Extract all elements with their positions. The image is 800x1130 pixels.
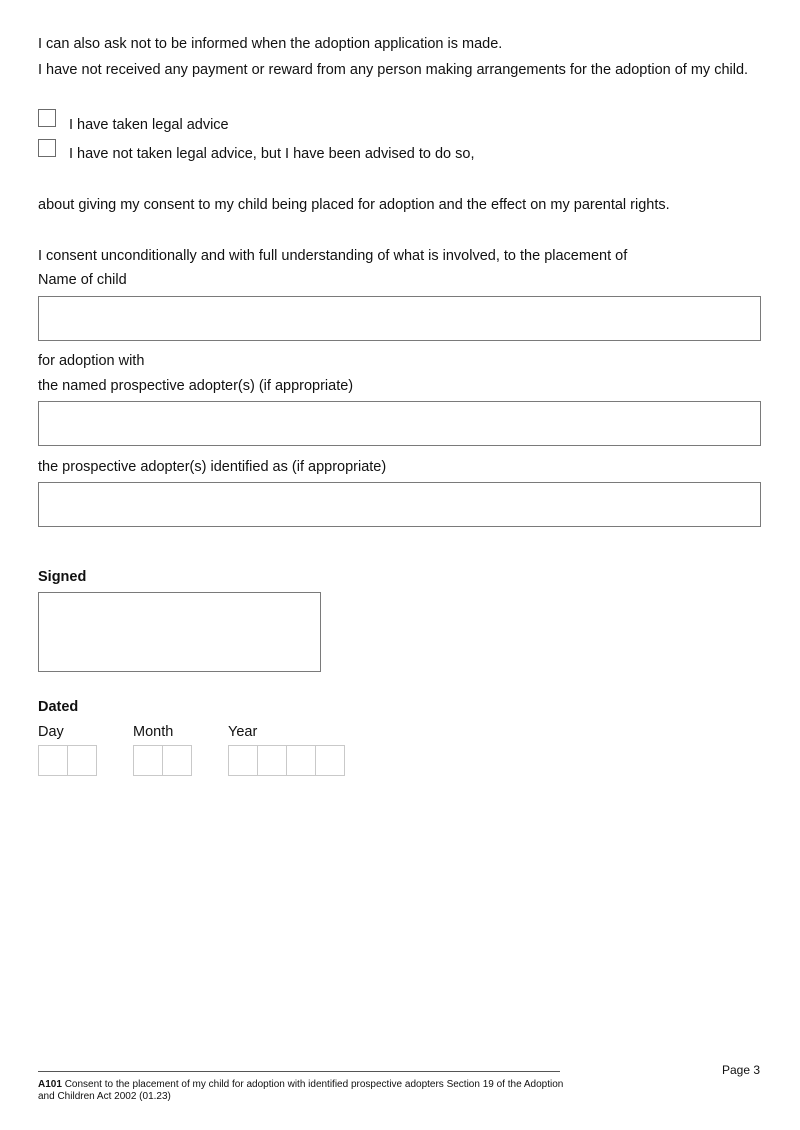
child-name-field[interactable] <box>38 296 761 341</box>
footer-divider <box>38 1071 560 1072</box>
page-number: Page 3 <box>722 1063 761 1077</box>
form-description: Consent to the placement of my child for adoption with identified prospective adopters Section 19 of the Adoption and Children Act 2002 (01.23) <box>38 1079 564 1102</box>
year-input-group <box>228 745 345 776</box>
dated-label: Dated <box>38 699 79 715</box>
year-digit-2[interactable] <box>257 745 287 776</box>
form-code: A101 <box>38 1079 62 1090</box>
legal-advice-not-taken-checkbox[interactable] <box>38 139 56 157</box>
month-digit-1[interactable] <box>133 745 163 776</box>
footer-text <box>38 1079 568 1103</box>
year-digit-4[interactable] <box>315 745 345 776</box>
month-input-group <box>133 745 192 776</box>
signed-label: Signed <box>38 569 87 585</box>
day-label: Day <box>38 724 64 740</box>
legal-advice-not-taken-label: I have not taken legal advice, but I have been advised to do so, <box>69 146 475 162</box>
about-consent-text: about giving my consent to my child being placed for adoption and the effect on my parental rights. <box>38 197 670 213</box>
named-adopters-label: the named prospective adopter(s) (if appropriate) <box>38 378 354 394</box>
day-digit-1[interactable] <box>38 745 68 776</box>
legal-advice-taken-label: I have taken legal advice <box>69 117 229 133</box>
month-label: Month <box>133 724 174 740</box>
signature-field[interactable] <box>38 592 321 672</box>
day-input-group <box>38 745 97 776</box>
month-digit-2[interactable] <box>162 745 192 776</box>
year-label: Year <box>228 724 258 740</box>
child-name-label: Name of child <box>38 272 127 288</box>
intro-line-1: I can also ask not to be informed when the adoption application is made. <box>38 36 503 52</box>
day-digit-2[interactable] <box>67 745 97 776</box>
consent-statement: I consent unconditionally and with full understanding of what is involved, to the placement of <box>38 248 628 264</box>
identified-adopters-label: the prospective adopter(s) identified as (if appropriate) <box>38 459 387 475</box>
named-adopters-field[interactable] <box>38 401 761 446</box>
year-digit-1[interactable] <box>228 745 258 776</box>
legal-advice-taken-checkbox[interactable] <box>38 109 56 127</box>
year-digit-3[interactable] <box>286 745 316 776</box>
intro-line-2: I have not received any payment or reward from any person making arrangements for the adoption of my child. <box>38 62 749 78</box>
identified-adopters-field[interactable] <box>38 482 761 527</box>
for-adoption-with-text: for adoption with <box>38 353 145 369</box>
